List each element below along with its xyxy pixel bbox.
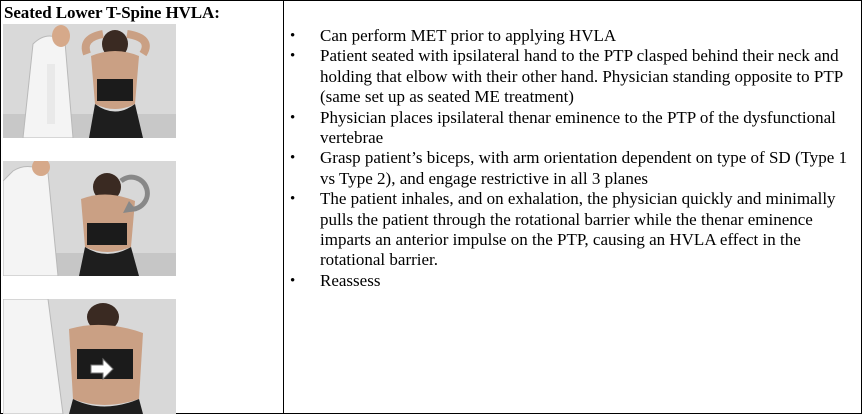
list-item: • Can perform MET prior to applying HVLA bbox=[290, 26, 617, 45]
list-item: • Physician places ipsilateral thenar eminence to the PTP of the dysfunctional vertebrae bbox=[290, 107, 836, 148]
bullet-icon: • bbox=[290, 109, 296, 126]
technique-title: Seated Lower T-Spine HVLA: bbox=[4, 3, 220, 22]
list-item: • Reassess bbox=[290, 270, 381, 290]
list-item: • Patient seated with ipsilateral hand to the PTP clasped behind their neck and holding that elbow with their other hand. Physician standing opposite to PTP (same set up as seated ME treatment) bbox=[290, 46, 843, 107]
bullet-icon: • bbox=[290, 48, 296, 65]
bullet-icon: • bbox=[290, 272, 296, 289]
list-item: • Grasp patient’s biceps, with arm orientation dependent on type of SD (Type 1 vs Type 2), and engage restrictive in all 3 planes bbox=[290, 148, 848, 188]
photo-step-3 bbox=[3, 299, 176, 414]
list-item: • The patient inhales, and on exhalation, the physician quickly and minimally pulls the patient through the rotational barrier while the thenar eminence imparts an anterior impulse on the PTP, causing an HVLA effect in the rotational barrier. bbox=[290, 189, 836, 270]
bullet-icon: • bbox=[290, 150, 296, 167]
bullet-icon: • bbox=[290, 28, 296, 44]
photo-step-2 bbox=[3, 161, 176, 276]
technique-steps bbox=[288, 26, 858, 291]
photo-step-1 bbox=[3, 24, 176, 138]
column-divider bbox=[283, 0, 284, 414]
bullet-icon: • bbox=[290, 191, 296, 208]
